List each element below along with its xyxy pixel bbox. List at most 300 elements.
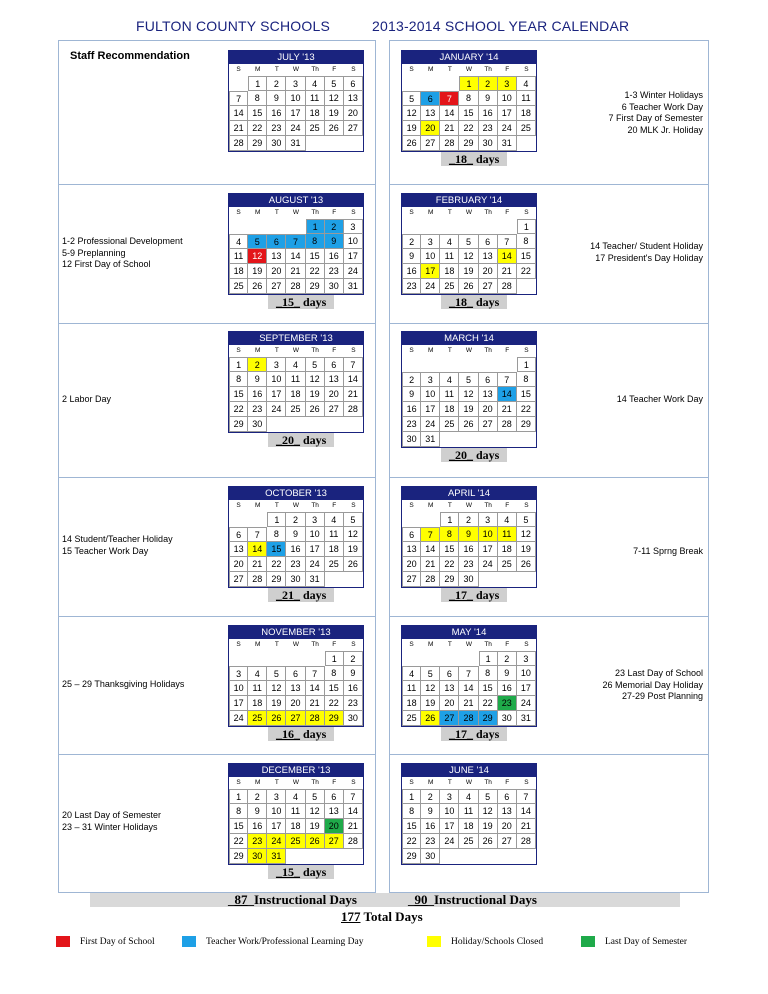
day-cell: 15	[517, 249, 536, 264]
day-cell: 16	[248, 387, 267, 402]
weekday-label: S	[409, 347, 414, 354]
day-cell: 14	[344, 804, 363, 819]
day-cell: 18	[498, 542, 517, 557]
day-cell: 5	[325, 76, 344, 91]
day-cell: 23	[402, 279, 421, 294]
day-cell: 14	[498, 249, 517, 264]
day-cell: 15	[459, 106, 478, 121]
day-cell: 4	[248, 666, 267, 681]
row-divider	[389, 754, 709, 755]
days-suffix: days	[303, 865, 327, 879]
day-cell: 8	[306, 234, 325, 249]
weekday-label: S	[409, 502, 414, 509]
day-cell: 26	[459, 417, 478, 432]
day-cell: 8	[325, 666, 344, 681]
day-cell: 29	[229, 417, 248, 432]
semester-1-total: _87_Instructional Days	[228, 892, 357, 907]
day-cell: 3	[229, 666, 248, 681]
weekday-label: F	[505, 779, 510, 786]
day-cell: 15	[248, 106, 267, 121]
header-year: 2013-2014 SCHOOL YEAR CALENDAR	[372, 18, 630, 34]
day-cell: 26	[325, 121, 344, 136]
day-cell: 2	[286, 512, 305, 527]
weekday-label: W	[465, 779, 473, 786]
day-cell: 18	[402, 696, 421, 711]
day-cell: 23	[498, 696, 517, 711]
day-cell: 4	[306, 76, 325, 91]
day-cell: 13	[498, 804, 517, 819]
day-cell: 3	[421, 372, 440, 387]
weekday-label: Th	[311, 641, 319, 648]
day-cell: 26	[421, 711, 440, 726]
day-cell: 24	[479, 557, 498, 572]
day-cell: 15	[229, 819, 248, 834]
month-calendar	[401, 763, 537, 865]
day-cell: 4	[402, 666, 421, 681]
days-number: _20_	[449, 448, 473, 462]
day-cell: 10	[229, 681, 248, 696]
day-cell: 12	[459, 249, 478, 264]
day-cell: 13	[402, 542, 421, 557]
day-cell: 10	[517, 666, 536, 681]
empty-cell	[306, 136, 325, 151]
day-cell: 30	[325, 279, 344, 294]
day-cell: 7	[286, 234, 305, 249]
day-cell: 17	[267, 819, 286, 834]
day-cell: 6	[229, 527, 248, 542]
legend-item	[182, 936, 363, 947]
empty-cell	[325, 849, 344, 864]
day-cell: 7	[306, 666, 325, 681]
day-cell: 26	[517, 557, 536, 572]
weekday-label: Th	[311, 347, 319, 354]
day-cell: 11	[286, 804, 305, 819]
day-cell: 23	[286, 557, 305, 572]
empty-cell	[459, 357, 478, 372]
day-cell: 5	[517, 512, 536, 527]
day-cell: 21	[498, 402, 517, 417]
semester-1-total-label: _Instructional Days	[247, 892, 357, 907]
day-cell: 22	[517, 402, 536, 417]
day-cell: 7	[344, 357, 363, 372]
day-cell: 26	[459, 279, 478, 294]
day-cell: 5	[479, 789, 498, 804]
day-cell: 24	[517, 696, 536, 711]
weekday-header-row	[402, 639, 536, 651]
weekday-label: W	[465, 347, 473, 354]
day-cell: 23	[325, 264, 344, 279]
day-cell: 23	[248, 834, 267, 849]
note-line: 2 Labor Day	[62, 394, 112, 404]
note-line: 14 Teacher Work Day	[616, 394, 703, 404]
month-calendar	[401, 50, 537, 152]
day-cell: 13	[267, 249, 286, 264]
weekday-label: T	[274, 641, 279, 648]
row-divider	[389, 477, 709, 478]
day-cell: 22	[229, 402, 248, 417]
day-cell: 31	[306, 572, 325, 587]
weekday-label: T	[274, 779, 279, 786]
day-cell: 1	[440, 512, 459, 527]
weekday-label: W	[292, 502, 300, 509]
weekday-label: T	[447, 347, 452, 354]
month-calendar	[228, 625, 364, 727]
day-cell: 8	[479, 666, 498, 681]
day-cell: 9	[344, 666, 363, 681]
weekday-header-row	[229, 207, 363, 219]
weekday-label: F	[505, 502, 510, 509]
day-cell: 21	[248, 557, 267, 572]
day-cell: 17	[440, 819, 459, 834]
day-cell: 14	[306, 681, 325, 696]
note-line: 26 Memorial Day Holiday	[602, 679, 703, 690]
day-cell: 14	[248, 542, 267, 557]
empty-cell	[306, 651, 325, 666]
day-grid	[402, 357, 536, 447]
day-cell: 10	[267, 372, 286, 387]
month-calendar	[228, 486, 364, 588]
legend-label: Teacher Work/Professional Learning Day	[206, 936, 364, 947]
days-suffix: days	[476, 448, 500, 462]
day-cell: 17	[344, 249, 363, 264]
day-cell: 27	[325, 402, 344, 417]
day-cell: 27	[421, 136, 440, 151]
left-note	[62, 236, 183, 271]
empty-cell	[286, 651, 305, 666]
empty-cell	[440, 357, 459, 372]
left-note	[62, 534, 173, 557]
day-cell: 21	[498, 264, 517, 279]
empty-cell	[421, 219, 440, 234]
empty-cell	[229, 76, 248, 91]
day-cell: 24	[267, 834, 286, 849]
day-cell: 6	[440, 666, 459, 681]
day-cell: 2	[325, 219, 344, 234]
empty-cell	[421, 651, 440, 666]
days-number: _17_	[449, 727, 473, 741]
empty-cell	[344, 417, 363, 432]
day-cell: 27	[440, 711, 459, 726]
empty-cell	[440, 432, 459, 447]
weekday-label: S	[236, 209, 241, 216]
weekday-label: F	[332, 347, 337, 354]
day-cell: 20	[325, 387, 344, 402]
weekday-label: T	[447, 502, 452, 509]
weekday-label: F	[332, 209, 337, 216]
days-number: _17_	[449, 588, 473, 602]
weekday-header-row	[229, 345, 363, 357]
day-cell: 22	[248, 121, 267, 136]
days-suffix: days	[476, 295, 500, 309]
day-cell: 23	[421, 834, 440, 849]
empty-cell	[325, 417, 344, 432]
note-line: 14 Student/Teacher Holiday	[62, 534, 173, 544]
empty-cell	[498, 849, 517, 864]
day-cell: 28	[248, 572, 267, 587]
empty-cell	[267, 651, 286, 666]
row-divider	[58, 616, 376, 617]
day-cell: 14	[517, 804, 536, 819]
day-grid	[402, 76, 536, 151]
day-cell: 26	[402, 136, 421, 151]
day-cell: 7	[440, 91, 459, 106]
day-cell: 25	[440, 417, 459, 432]
weekday-label: Th	[484, 209, 492, 216]
day-cell: 20	[440, 696, 459, 711]
day-cell: 27	[229, 572, 248, 587]
day-cell: 9	[498, 666, 517, 681]
note-line: 20 Last Day of Semester	[62, 810, 162, 820]
day-cell: 25	[402, 711, 421, 726]
day-cell: 9	[402, 387, 421, 402]
day-cell: 19	[306, 819, 325, 834]
day-cell: 1	[306, 219, 325, 234]
day-cell: 3	[267, 789, 286, 804]
day-cell: 31	[286, 136, 305, 151]
day-cell: 12	[517, 527, 536, 542]
weekday-label: S	[409, 779, 414, 786]
day-cell: 16	[267, 106, 286, 121]
day-cell: 18	[459, 819, 478, 834]
empty-cell	[267, 219, 286, 234]
empty-cell	[479, 849, 498, 864]
day-cell: 27	[325, 834, 344, 849]
day-cell: 11	[229, 249, 248, 264]
day-cell: 9	[402, 249, 421, 264]
days-suffix: days	[476, 152, 500, 166]
day-cell: 30	[248, 849, 267, 864]
empty-cell	[517, 279, 536, 294]
day-cell: 26	[267, 711, 286, 726]
legend-swatch	[581, 936, 595, 947]
days-suffix: days	[476, 588, 500, 602]
day-cell: 30	[248, 417, 267, 432]
day-cell: 25	[248, 711, 267, 726]
day-cell: 8	[517, 234, 536, 249]
weekday-header-row	[402, 345, 536, 357]
month-title: APRIL '14	[402, 487, 536, 500]
day-cell: 11	[325, 527, 344, 542]
day-cell: 20	[267, 264, 286, 279]
note-line: 23 Last Day of School	[614, 668, 703, 678]
day-cell: 13	[286, 681, 305, 696]
day-cell: 1	[402, 789, 421, 804]
day-cell: 11	[459, 804, 478, 819]
empty-cell	[517, 432, 536, 447]
day-cell: 17	[286, 106, 305, 121]
month-title: MARCH '14	[402, 332, 536, 345]
weekday-label: S	[524, 779, 529, 786]
day-cell: 18	[248, 696, 267, 711]
days-suffix: days	[303, 433, 327, 447]
note-line: 25 – 29 Thanksgiving Holidays	[62, 679, 185, 689]
day-cell: 7	[498, 234, 517, 249]
day-cell: 14	[229, 106, 248, 121]
empty-cell	[306, 417, 325, 432]
empty-cell	[498, 572, 517, 587]
day-cell: 18	[325, 542, 344, 557]
day-cell: 6	[344, 76, 363, 91]
day-cell: 10	[440, 804, 459, 819]
totals-bar	[90, 893, 680, 907]
day-cell: 23	[402, 417, 421, 432]
days-suffix: days	[476, 727, 500, 741]
weekday-label: S	[351, 502, 356, 509]
day-cell: 28	[517, 834, 536, 849]
right-note	[617, 394, 703, 406]
day-cell: 1	[229, 789, 248, 804]
instructional-days-count	[441, 588, 507, 602]
instructional-days-count	[268, 433, 334, 447]
day-cell: 7	[459, 666, 478, 681]
day-cell: 6	[286, 666, 305, 681]
day-cell: 1	[479, 651, 498, 666]
instructional-days-count	[268, 588, 334, 602]
weekday-label: S	[524, 641, 529, 648]
year-total	[341, 909, 423, 925]
note-line: 23 – 31 Winter Holidays	[62, 821, 158, 832]
day-cell: 15	[479, 681, 498, 696]
day-cell: 29	[459, 136, 478, 151]
legend-swatch	[56, 936, 70, 947]
day-cell: 4	[517, 76, 536, 91]
weekday-label: Th	[484, 641, 492, 648]
empty-cell	[248, 651, 267, 666]
day-grid	[229, 219, 363, 294]
days-number: _16_	[276, 727, 300, 741]
day-cell: 28	[421, 572, 440, 587]
day-cell: 11	[498, 527, 517, 542]
day-cell: 11	[248, 681, 267, 696]
day-cell: 13	[479, 249, 498, 264]
day-cell: 21	[459, 696, 478, 711]
days-suffix: days	[303, 727, 327, 741]
day-cell: 15	[440, 542, 459, 557]
weekday-label: M	[428, 502, 434, 509]
weekday-label: S	[236, 347, 241, 354]
day-cell: 27	[267, 279, 286, 294]
month-calendar	[228, 763, 364, 865]
day-cell: 2	[479, 76, 498, 91]
day-cell: 20	[344, 106, 363, 121]
day-cell: 1	[229, 357, 248, 372]
day-cell: 24	[421, 279, 440, 294]
day-cell: 28	[229, 136, 248, 151]
legend-label: Holiday/Schools Closed	[451, 936, 544, 947]
day-cell: 25	[229, 279, 248, 294]
day-cell: 10	[286, 91, 305, 106]
month-title: JULY '13	[229, 51, 363, 64]
right-note	[608, 90, 703, 136]
day-cell: 31	[498, 136, 517, 151]
day-cell: 20	[229, 557, 248, 572]
day-cell: 11	[440, 387, 459, 402]
day-cell: 18	[440, 264, 459, 279]
days-number: _20_	[276, 433, 300, 447]
day-cell: 25	[440, 279, 459, 294]
day-cell: 17	[479, 542, 498, 557]
day-cell: 9	[248, 804, 267, 819]
day-cell: 27	[479, 279, 498, 294]
month-title: MAY '14	[402, 626, 536, 639]
empty-cell	[229, 512, 248, 527]
day-cell: 8	[248, 91, 267, 106]
weekday-label: M	[255, 502, 261, 509]
weekday-label: F	[332, 502, 337, 509]
weekday-label: W	[292, 347, 300, 354]
year-total-number: 177	[341, 909, 361, 924]
day-cell: 14	[498, 387, 517, 402]
empty-cell	[459, 432, 478, 447]
weekday-label: M	[255, 779, 261, 786]
empty-cell	[286, 849, 305, 864]
weekday-label: S	[351, 347, 356, 354]
day-cell: 30	[479, 136, 498, 151]
day-cell: 7	[421, 527, 440, 542]
empty-cell	[248, 219, 267, 234]
day-cell: 20	[286, 696, 305, 711]
weekday-label: S	[524, 66, 529, 73]
day-cell: 21	[421, 557, 440, 572]
day-cell: 18	[286, 819, 305, 834]
day-cell: 5	[306, 789, 325, 804]
day-cell: 30	[402, 432, 421, 447]
weekday-label: M	[428, 779, 434, 786]
empty-cell	[459, 849, 478, 864]
day-cell: 19	[459, 402, 478, 417]
day-grid	[229, 651, 363, 726]
day-cell: 4	[286, 789, 305, 804]
empty-cell	[440, 219, 459, 234]
weekday-label: M	[255, 209, 261, 216]
day-cell: 2	[459, 512, 478, 527]
empty-cell	[325, 136, 344, 151]
day-cell: 31	[421, 432, 440, 447]
legend-label: Last Day of Semester	[605, 936, 688, 947]
day-cell: 22	[306, 264, 325, 279]
month-calendar	[228, 193, 364, 295]
day-cell: 28	[440, 136, 459, 151]
day-cell: 26	[344, 557, 363, 572]
day-cell: 10	[306, 527, 325, 542]
empty-cell	[459, 219, 478, 234]
weekday-label: S	[524, 347, 529, 354]
day-cell: 21	[344, 819, 363, 834]
day-cell: 29	[517, 417, 536, 432]
day-cell: 8	[402, 804, 421, 819]
empty-cell	[229, 219, 248, 234]
empty-cell	[421, 357, 440, 372]
weekday-label: M	[255, 347, 261, 354]
day-cell: 18	[306, 106, 325, 121]
day-cell: 3	[344, 219, 363, 234]
day-grid	[402, 651, 536, 726]
day-cell: 25	[306, 121, 325, 136]
day-cell: 4	[459, 789, 478, 804]
month-title: FEBRUARY '14	[402, 194, 536, 207]
weekday-header-row	[229, 64, 363, 76]
note-line: 7 First Day of Semester	[608, 113, 703, 123]
weekday-label: S	[236, 66, 241, 73]
instructional-days-count	[441, 295, 507, 309]
day-cell: 22	[402, 834, 421, 849]
empty-cell	[479, 432, 498, 447]
instructional-days-count	[268, 727, 334, 741]
days-number: _15_	[276, 295, 300, 309]
day-cell: 27	[344, 121, 363, 136]
weekday-label: W	[465, 641, 473, 648]
weekday-label: W	[465, 66, 473, 73]
